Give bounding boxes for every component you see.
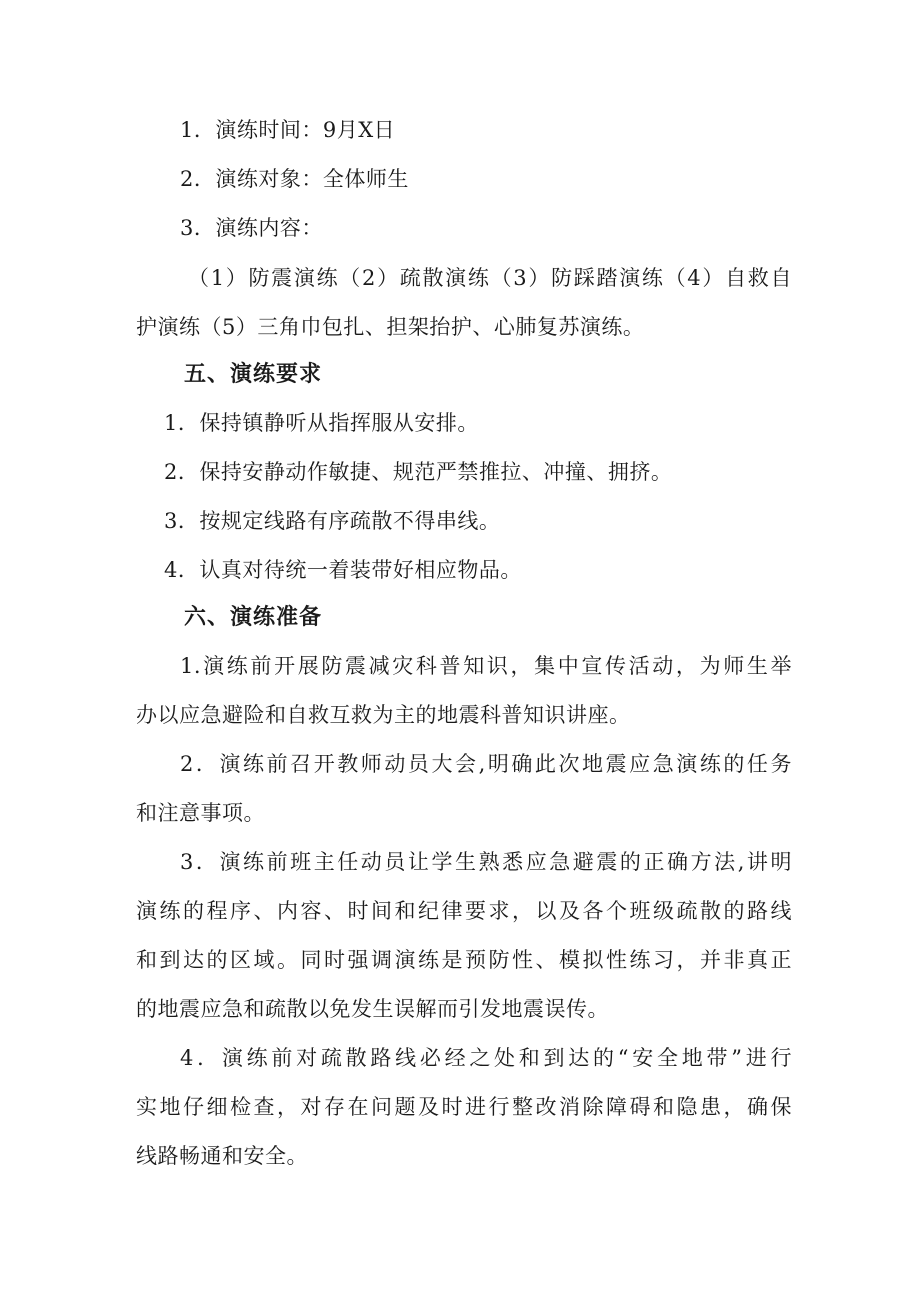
drill-content-item: 3．演练内容：: [180, 216, 323, 240]
prep-para-3-line-1: 3．演练前班主任动员让学生熟悉应急避震的正确方法,讲明: [180, 850, 792, 874]
prep-para-2-line-1: 2．演练前召开教师动员大会,明确此次地震应急演练的任务: [180, 752, 792, 776]
drill-audience-item: 2．演练对象：全体师生: [180, 167, 409, 191]
prep-para-1-line-1: 1.演练前开展防震减灾科普知识，集中宣传活动，为师生举: [180, 654, 792, 678]
drill-content-line-1: （1）防震演练（2）疏散演练（3）防踩踏演练（4）自救自: [188, 266, 792, 290]
section-5-heading: 五、演练要求: [184, 362, 323, 387]
prep-para-3-line-4: 的地震应急和疏散以免发生误解而引发地震误传。: [136, 997, 609, 1021]
prep-para-4-line-3: 线路畅通和安全。: [136, 1144, 308, 1168]
requirement-item-2: 2．保持安静动作敏捷、规范严禁推拉、冲撞、拥挤。: [164, 460, 673, 484]
prep-para-2-line-2: 和注意事项。: [136, 801, 265, 825]
prep-para-1-line-2: 办以应急避险和自救互救为主的地震科普知识讲座。: [136, 703, 631, 727]
drill-content-line-2: 护演练（5）三角巾包扎、担架抬护、心肺复苏演练。: [136, 315, 645, 339]
drill-time-item: 1．演练时间：9月X日: [180, 118, 396, 142]
requirement-item-3: 3．按规定线路有序疏散不得串线。: [164, 509, 501, 533]
requirement-item-1: 1．保持镇静听从指挥服从安排。: [164, 411, 479, 435]
prep-para-4-line-1: 4．演练前对疏散路线必经之处和到达的“安全地带”进行: [180, 1046, 792, 1070]
section-6-heading: 六、演练准备: [184, 605, 323, 630]
prep-para-4-line-2: 实地仔细检查，对存在问题及时进行整改消除障碍和隐患，确保: [136, 1095, 792, 1119]
requirement-item-4: 4．认真对待统一着装带好相应物品。: [164, 558, 522, 582]
prep-para-3-line-2: 演练的程序、内容、时间和纪律要求，以及各个班级疏散的路线: [136, 899, 792, 923]
prep-para-3-line-3: 和到达的区域。同时强调演练是预防性、模拟性练习，并非真正: [136, 948, 792, 972]
